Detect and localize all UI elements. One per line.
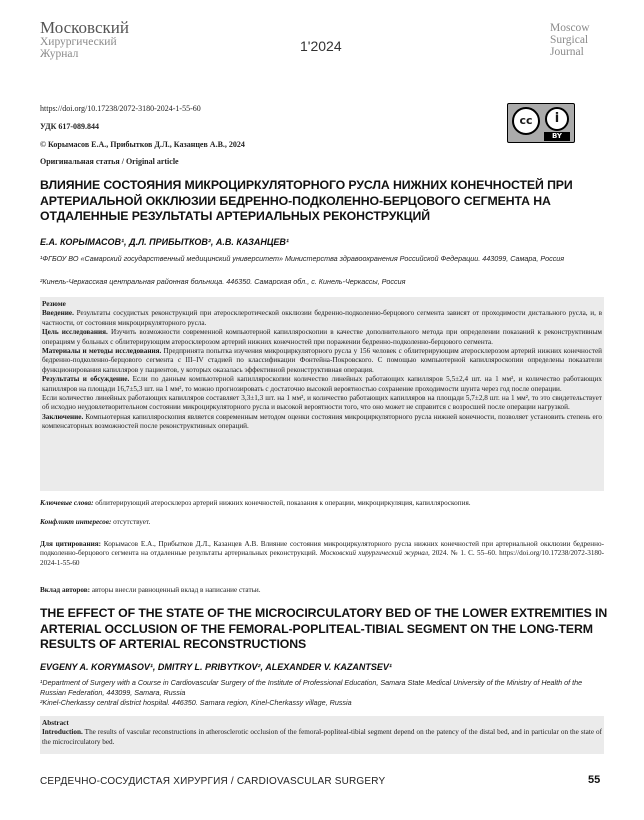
affiliation-ru-2: ²Кинель-Черкасская центральная районная больница. 446350. Самарская обл., с. Кинель-Черкассы, Россия — [40, 277, 406, 286]
abstract-en-heading: Abstract — [42, 719, 69, 727]
abstract-ru — [40, 297, 604, 491]
article-type: Оригинальная статья / Original article — [40, 157, 179, 166]
abstract-en — [40, 716, 604, 754]
copyright-line: © Корымасов Е.А., Прибытков Д.Л., Казанцев А.В., 2024 — [40, 140, 245, 149]
abstract-results: Результаты и обсуждение. Если по данным компьютерной капилляроскопии количество линейных работающих капилляров 5,5±2,4 шт. на 1 мм², и количество работающих капилляров на площади 16,7±5,3 шт. на 1 мм², то можно прогнозировать с достаточно высокой вероятностью сохранение проходимости шунта через год после операции. — [42, 375, 602, 393]
journal-logo-ru — [40, 18, 150, 60]
abstract-aim: Цель исследования. Изучить возможности современной компьютерной капилляроскопии в качестве дополнительного метода при определении показаний к реконструктивным операциям у больных с облитерирующим атеросклерозом артерий нижних конечностей при поражении бедренно-подколенно-берцового сегмента. — [42, 328, 602, 346]
abstract-en-intro: Introduction. The results of vascular reconstructions in atherosclerotic occlusion of the femoral-popliteal-tibial segment depend on the patency of the distal bed, and in particular on the state of the microcirculatory bed. — [42, 728, 602, 746]
abstract-intro: Введение. Результаты сосудистых реконструкций при атеросклеротической окклюзии бедренно-подколенно-берцового сегмента зависят от проходимости дистального русла, и, в частности, от состояния микроциркуляторного русла. — [42, 309, 602, 327]
authors-ru: Е.А. КОРЫМАСОВ¹, Д.Л. ПРИБЫТКОВ², А.В. КАЗАНЦЕВ¹ — [40, 237, 289, 247]
keywords-ru: Ключевые слова: облитерирующий атеросклероз артерий нижних конечностей, показания к операции, микроциркуляция, капилляроскопия. — [40, 499, 471, 507]
logo-en-line2: Surgical — [550, 34, 589, 46]
affiliation-en-2: ²Kinel-Cherkassy central district hospital. 446350. Samara region, Kinel-Cherkassy village, Russia — [40, 698, 352, 707]
by-label: BY — [544, 132, 570, 141]
issue-number: 1'2024 — [300, 38, 342, 54]
abstract-conclusion: Заключение. Компьютерная капилляроскопия является современным методом оценки состояния микроциркуляторного русла нижней конечности, позволяет установить степень его компенсаторных возможностей после реконструктивных операций. — [42, 412, 602, 431]
affiliation-en-1: ¹Department of Surgery with a Course in Cardiovascular Surgery of the Institute of Professional Education, Samara State Medical University of the Ministry of Health of the Russian Federation, 443099, Samara, Russia — [40, 678, 583, 697]
article-title-en: THE EFFECT OF THE STATE OF THE MICROCIRCULATORY BED OF THE LOWER EXTREMITIES IN ARTERIAL OCCLUSION OF THE FEMORAL-POPLITEAL-TIBIAL SEGMENT ON THE LONG-TERM RESULTS OF ARTERIAL RECONSTRUCTIONS — [40, 606, 608, 651]
attribution-person-icon: i — [545, 107, 569, 131]
article-title-ru: ВЛИЯНИЕ СОСТОЯНИЯ МИКРОЦИРКУЛЯТОРНОГО РУСЛА НИЖНИХ КОНЕЧНОСТЕЙ ПРИ АРТЕРИАЛЬНОЙ ОККЛЮЗИИ БЕДРЕННО-ПОДКОЛЕННО-БЕРЦОВОГО СЕГМЕНТА НА ОТДАЛЕННЫЕ РЕЗУЛЬТАТЫ АРТЕРИАЛЬНЫХ РЕКОНСТРУКЦИЙ — [40, 178, 573, 223]
affiliation-ru-1: ¹ФГБОУ ВО «Самарский государственный медицинский университет» Министерства здравоохранения Российской Федерации. 443099, Самара, Россия — [40, 254, 565, 263]
doi-link[interactable]: https://doi.org/10.17238/2072-3180-2024-1-55-60 — [40, 104, 201, 113]
journal-logo-en — [550, 22, 610, 58]
abstract-results-2: Если количество линейных работающих капилляров составляет 3,3±1,3 шт. на 1 мм², и количество работающих капилляров на площади 5,7±2,8 шт. на 1 мм², то это свидетельствует об исходно неудовлетворительном состоянии микроциркуляторного русла и высокой вероятности того, что оно может не справится с возросшей после операции нагрузкой. — [42, 394, 602, 412]
logo-ru-line2: Хирургический — [40, 36, 117, 48]
abstract-heading: Резюме — [42, 300, 66, 308]
author-contribution: Вклад авторов: авторы внесли равноценный вклад в написание статьи. — [40, 586, 261, 594]
conflict-of-interest: Конфликт интересов: отсутствует. — [40, 518, 151, 526]
udk-code: УДК 617-089.844 — [40, 122, 100, 131]
running-title: СЕРДЕЧНО-СОСУДИСТАЯ ХИРУРГИЯ / CARDIOVASCULAR SURGERY — [40, 776, 386, 787]
abstract-methods: Материалы и методы исследования. Предпринята попытка изучения микроциркуляторного русла у 156 человек с облитерирующим атеросклерозом артерий нижних конечностей бедренно-подколенно-берцового сегмента с III–IV стадией по классификации Фонтейна-Покровского. С помощью компьютерной капилляроскопии определены показатели функционирования капилляров у пациентов, у которых оказалась эффективной реконструктивная операция. — [42, 347, 602, 374]
citation-ru: Для цитирования: Корымасов Е.А., Прибытков Д.Л., Казанцев А.В. Влияние состояния микроциркуляторного русла нижних конечностей при артериальной окклюзии бедренно-подколенно-берцового сегмента на отдаленные результаты артериальных реконструкций. Московский хирургический журнал, 2024. № 1. С. 55–60. https://doi.org/10.17238/2072-3180-2024-1-55-60 — [40, 540, 604, 567]
logo-en-line1: Moscow — [550, 22, 590, 34]
cc-icon: cc — [512, 107, 540, 135]
logo-ru-line1: Московский — [40, 18, 129, 37]
page-number: 55 — [588, 774, 601, 786]
cc-by-license-badge[interactable] — [507, 103, 575, 143]
logo-en-line3: Journal — [550, 46, 584, 58]
authors-en: EVGENY A. KORYMASOV¹, DMITRY L. PRIBYTKOV², ALEXANDER V. KAZANTSEV¹ — [40, 662, 392, 672]
logo-ru-line3: Журнал — [40, 48, 79, 60]
